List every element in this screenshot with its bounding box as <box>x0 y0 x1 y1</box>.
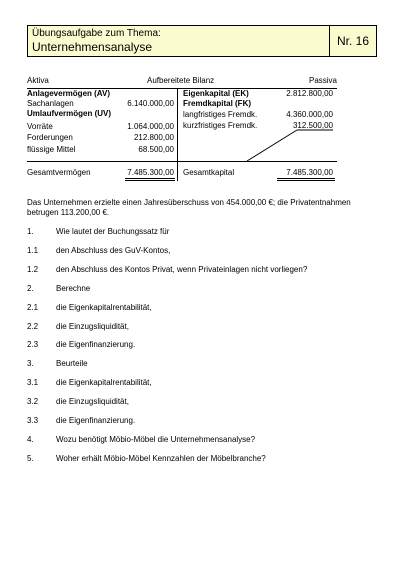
balance-title: Aufbereitete Bilanz <box>147 76 215 85</box>
kurz-label: kurzfristiges Fremdk. <box>183 121 258 130</box>
sachanlagen-label: Sachanlagen <box>27 99 74 108</box>
question-number: 3.2 <box>27 397 39 406</box>
sachanlagen-value: 6.140.000,00 <box>127 99 174 108</box>
intro-text: Das Unternehmen erzielte einen Jahresüberschuss von 454.000,00 €; die Privatentnahmen betrugen 113.200,00 €. <box>27 198 351 217</box>
closing-diagonal <box>237 128 337 163</box>
aktiva-heading: Aktiva <box>27 76 49 85</box>
balance-sheet <box>27 76 337 177</box>
title-box <box>27 25 377 57</box>
question-number: 2. <box>27 284 34 293</box>
mittel-value: 68.500,00 <box>138 145 174 154</box>
question-text: Berechne <box>56 284 91 293</box>
ek-value: 2.812.800,00 <box>286 89 333 98</box>
question-text: Woher erhält Möbio-Möbel Kennzahlen der Möbelbranche? <box>56 454 266 463</box>
gesamtvermoegen-value: 7.485.300,00 <box>127 168 174 177</box>
question-text: die Eigenkapitalrentabilität, <box>56 303 152 312</box>
title-topic: Unternehmensanalyse <box>32 40 153 54</box>
question-number: 2.1 <box>27 303 39 312</box>
question-number: 2.3 <box>27 340 39 349</box>
gesamtkapital-value: 7.485.300,00 <box>286 168 333 177</box>
av-heading: Anlagevermögen (AV) <box>27 89 110 98</box>
question-text: die Einzugsliquidität, <box>56 397 129 406</box>
sum-line-top <box>27 161 337 162</box>
total-underline-left-2 <box>125 180 175 181</box>
question-number: 1.1 <box>27 246 39 255</box>
question-number: 3.3 <box>27 416 39 425</box>
center-divider <box>177 88 178 181</box>
question-number: 5. <box>27 454 34 463</box>
gesamtvermoegen-label: Gesamtvermögen <box>27 168 91 177</box>
forderungen-value: 212.800,00 <box>133 133 174 142</box>
forderungen-label: Forderungen <box>27 133 73 142</box>
question-text: die Eigenkapitalrentabilität, <box>56 378 152 387</box>
ek-heading: Eigenkapital (EK) <box>183 89 249 98</box>
question-number: 1.2 <box>27 265 39 274</box>
gesamtkapital-label: Gesamtkapital <box>183 168 235 177</box>
title-topic-label: Übungsaufgabe zum Thema: <box>32 28 161 39</box>
question-text: Wie lautet der Buchungssatz für <box>56 227 170 236</box>
lang-label: langfristiges Fremdk. <box>183 110 258 119</box>
question-number: 1. <box>27 227 34 236</box>
question-number: 3.1 <box>27 378 39 387</box>
question-text: die Eigenfinanzierung. <box>56 416 136 425</box>
question-text: die Einzugsliquidität, <box>56 322 129 331</box>
lang-value: 4.360.000,00 <box>286 110 333 119</box>
vorraete-label: Vorräte <box>27 122 53 131</box>
mittel-label: flüssige Mittel <box>27 145 76 154</box>
question-text: den Abschluss des GuV-Kontos, <box>56 246 171 255</box>
exercise-number: Nr. 16 <box>336 34 369 48</box>
balance-header <box>27 76 337 89</box>
fk-heading: Fremdkapital (FK) <box>183 99 252 108</box>
question-text: Beurteile <box>56 359 88 368</box>
question-text: Wozu benötigt Möbio-Möbel die Unternehmensanalyse? <box>56 435 256 444</box>
total-underline-left-1 <box>125 178 175 179</box>
question-number: 4. <box>27 435 34 444</box>
uv-heading: Umlaufvermögen (UV) <box>27 109 112 118</box>
question-number: 3. <box>27 359 34 368</box>
total-underline-right-2 <box>277 180 335 181</box>
question-number: 2.2 <box>27 322 39 331</box>
question-text: den Abschluss des Kontos Privat, wenn Privateinlagen nicht vorliegen? <box>56 265 308 274</box>
total-underline-right-1 <box>277 178 335 179</box>
question-text: die Eigenfinanzierung. <box>56 340 136 349</box>
vorraete-value: 1.064.000,00 <box>127 122 174 131</box>
kurz-value: 312.500,00 <box>292 121 333 130</box>
title-cell <box>28 26 330 56</box>
passiva-heading: Passiva <box>308 76 337 85</box>
